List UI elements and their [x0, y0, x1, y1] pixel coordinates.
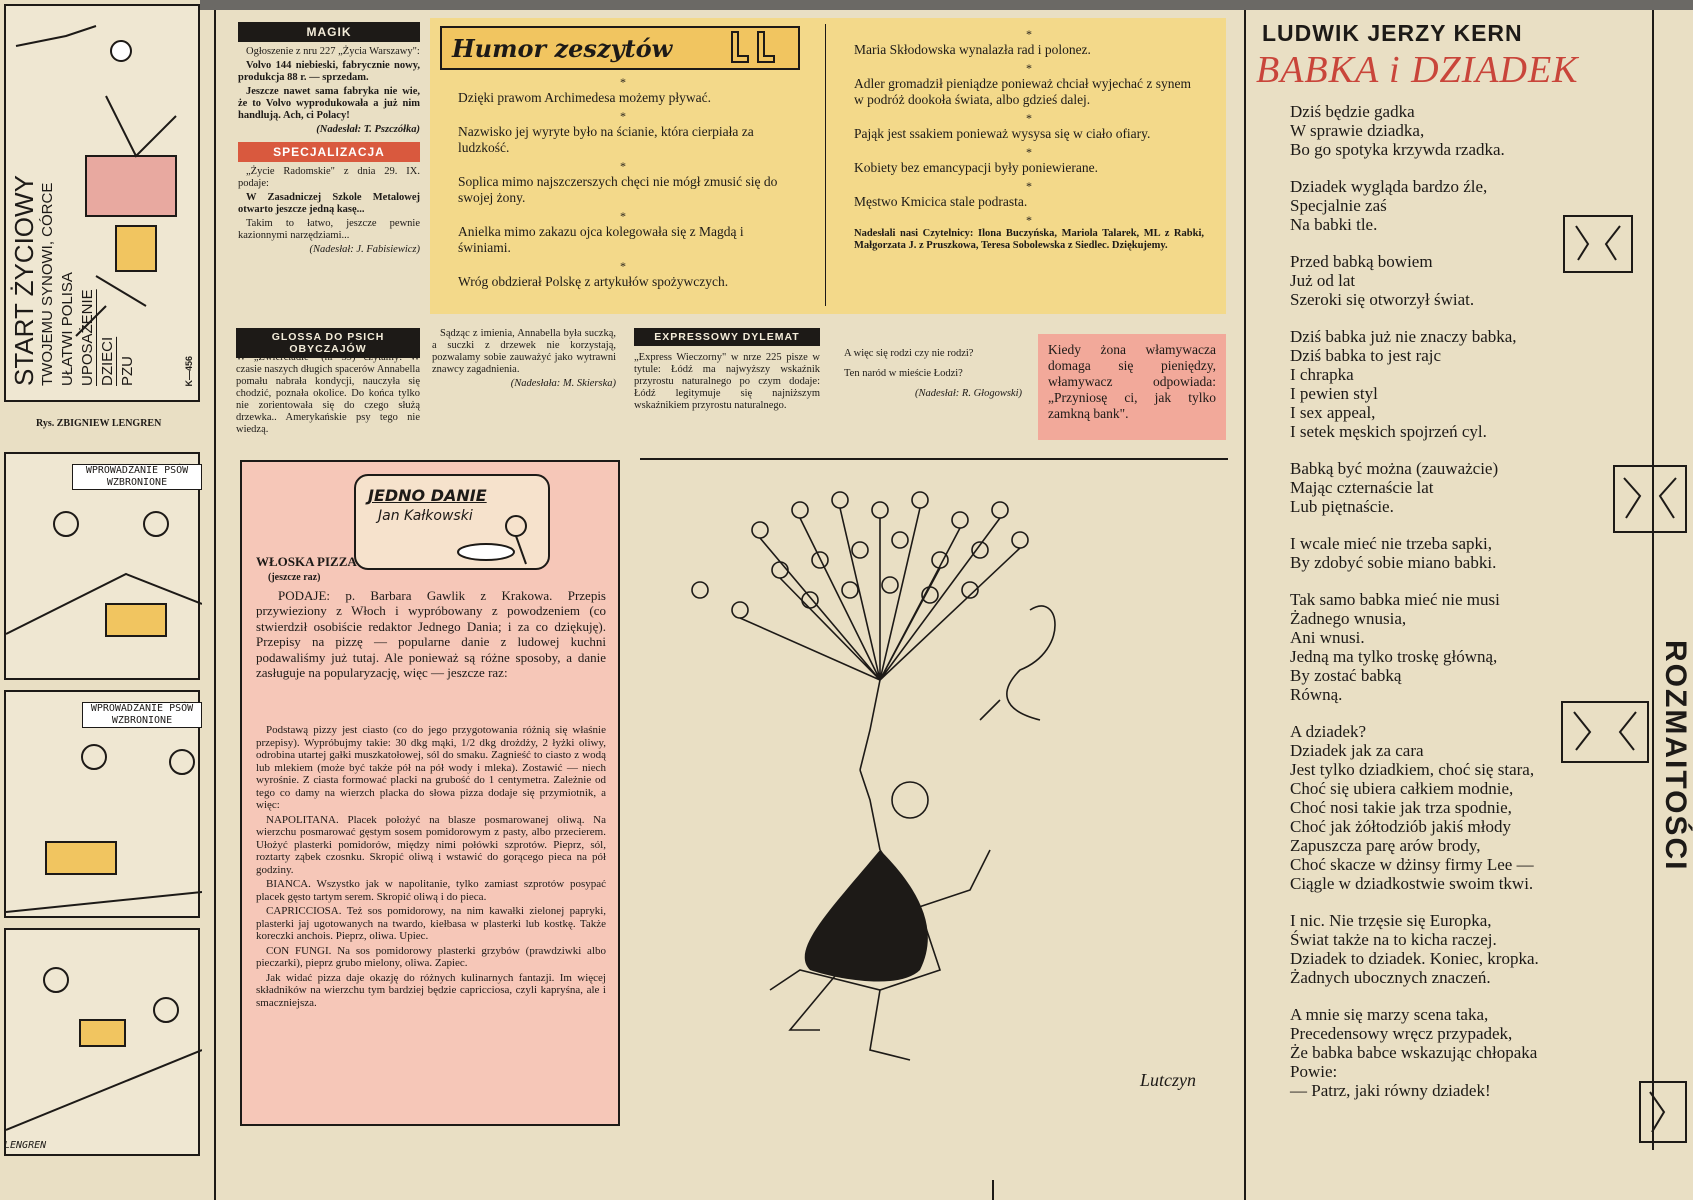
star-8: * — [1026, 111, 1032, 125]
guard-inspecting-box-drawing — [6, 692, 202, 920]
humor-item-8: Pająk jest ssakiem ponieważ wysysa się w ciało ofiary. — [854, 126, 1151, 141]
right-edge-rule — [1652, 10, 1654, 1150]
slogan-line-4: UPOSAŻENIE — [79, 289, 96, 386]
humor-item-9: Kobiety bez emancypacji były poniewierane. — [854, 160, 1099, 175]
star-7: * — [1026, 61, 1032, 75]
stanza-9: I nic. Nie trzęsie się Europka, Świat także na to kicha raczej. Dziadek to dziadek. Koniec, kropka. Żadnych ubocznych znaczeń. — [1290, 911, 1539, 987]
illustration-signature: Lutczyn — [1140, 1070, 1196, 1090]
star-3: * — [620, 159, 626, 173]
magik-header: MAGIK — [238, 22, 420, 42]
star-4: * — [620, 209, 626, 223]
humor-item-3: Soplica mimo najszczerszych chęci nie mógł zmusić się do swojej żony. — [458, 174, 778, 205]
comic-signature: LENGREN — [4, 1140, 47, 1151]
magik-text — [238, 46, 420, 136]
slogan-line-2: TWOJEMU SYNOWI, CÓRCE — [39, 182, 56, 386]
star-9: * — [1026, 145, 1032, 159]
humor-title-badge — [440, 26, 800, 70]
pizza-title: WŁOSKA PIZZA — [256, 554, 357, 569]
pizza-lead: PODAJE: p. Barbara Gawlik z Krakowa. Przepis przywieziony z Włoch i wypróbowany z powodzeniem (co stwierdził osobiście redaktor Jednego Dania; i za co dziękuję). Przepisy na pizzę — popularne danie z ludowej kuchni podawaliśmy już tutaj. Ale ponieważ są różne sposoby, a danie zasługuje na popularyzację, więc — jeszcze raz: — [256, 588, 606, 681]
badge-author: Jan Kałkowski — [378, 508, 473, 524]
stanza-4: Dziś babka już nie znaczy babka, Dziś babka to jest rajc I chrapka I pewien styl I sex appeal, I setek męskich spojrzeń cyl. — [1290, 327, 1517, 441]
faces-doodle-4 — [1636, 1078, 1693, 1148]
recipe-p2: NAPOLITANA. Placek położyć na blasze posmarowanej oliwą. Na wierzchu posmarować gęstym sosem pomidorowym z pasty, albo przecierem. Ułożyć plasterki pomidorów, między nimi połówki szprotów. Pieprz, sól, roztarty ząbek czosnku. Skropić oliwą i wstawić do gorącego pieca na pół godziny. — [256, 813, 606, 876]
recipe-p1: Podstawą pizzy jest ciasto (co do jego przygotowania różnią się właśnie przepisy). Wypróbujmy takie: 30 dkg mąki, 1/2 dkg drożdży, 2 łyżki oliwy, odrobina utartej gałki muszkatołowej, sól do smaku. Zagnieść to ciasto z wodą lub mlekiem (może być także pół na pół wody i mleka). Zostawić — niech wyrośnie. Z ciasta formować placki na grubość do 1 centymetra. Zależnie od tego co damy na wierzch placka do słowa pizza dodaje się przymiotnik, a więc: — [256, 724, 606, 811]
slogan-line-5: DZIECI — [99, 336, 116, 386]
stanza-7: Tak samo babka mieć nie musi Żadnego wnusia, Ani wnusi. Jedną ma tylko troskę główną, By zostać babką Równą. — [1290, 590, 1500, 704]
dylemat-section — [634, 328, 1022, 411]
recipe-p4: CAPRICCIOSA. Też sos pomidorowy, na nim kawałki zielonej papryki, plasterki jaj ugotowanych na twardo, kiełbasa w plasterki lub kostkę. Także koreczki anchois. Pieprz, oliwa. Upiec. — [256, 905, 606, 942]
star-11: * — [1026, 213, 1032, 227]
spec-p3: Takim to łatwo, jeszcze pewnie kazionnymi narzędziami... — [238, 218, 420, 241]
spec-credit: (Nadesłał: J. Fabisiewicz) — [309, 244, 420, 255]
boots-icon — [722, 28, 792, 72]
slogan-line-3: UŁATWI POLISA — [59, 272, 76, 386]
dylemat-credit: (Nadesłał: R. Głogowski) — [914, 388, 1022, 399]
jedno-danie-box — [240, 460, 620, 1126]
glossa-credit: (Nadesłała: M. Skierska) — [510, 378, 616, 389]
faces-doodle-1 — [1562, 214, 1634, 274]
humor-title: Humor zeszytów — [452, 34, 673, 63]
glossa-header: GLOSSA DO PSICH OBYCZAJÓW — [236, 328, 420, 358]
dylemat-verse-2: Ten naród w mieście Łodzi? — [844, 368, 963, 379]
strip-divider — [214, 10, 216, 1200]
recipe-p5: CON FUNGI. Na sos pomidorowy plasterki grzybów (prawdziwki albo pieczarki), pieprz grubo mielony, oliwa. Zapiec. — [256, 944, 606, 969]
humor-item-10: Męstwo Kmicica stale podrasta. — [854, 194, 1028, 209]
humor-item-4: Anielka mimo zakazu ojca kolegowała się z Magdą i świniami. — [458, 224, 744, 255]
humor-item-7: Adler gromadził pieniądze ponieważ chciał wyjechać z synem w podróż dookoła świata, albo gdzieś dalej. — [854, 76, 1191, 107]
magik-p3: Jeszcze nawet sama fabryka nie wie, że to Volvo wyprodukowała a już nim handlują. Ach, ci Polacy! — [238, 86, 420, 121]
dylemat-header: EXPRESSOWY DYLEMAT — [634, 328, 820, 346]
stanza-2: Dziadek wygląda bardzo źle, Specjalnie zaś Na babki tle. — [1290, 177, 1488, 234]
dylemat-col-2 — [836, 348, 1022, 402]
slogan-line-1: START ŻYCIOWY — [9, 175, 39, 386]
sign-2: WPROWADZANIE PSÓW WZBRONIONE — [82, 702, 202, 728]
comic-panel-1 — [4, 452, 200, 680]
stanza-8: A dziadek? Dziadek jak za cara Jest tylko dziadkiem, choć się stara, Choć się ubiera całkiem modnie, Choć nosi takie jak trza spodnie, Choć jak żółtodziób jakiś młody Zapuszcza parę arów brody, Choć skacze w dżinsy firmy Lee — Ciągle w dziadkostwie swoim tkwi. — [1290, 722, 1535, 893]
balloon-flowers-illustration — [640, 470, 1230, 1110]
pink-joke-box — [1038, 334, 1226, 440]
guard-and-dog-walker-drawing — [6, 454, 202, 682]
left-strip — [0, 0, 210, 1200]
humor-col-divider — [825, 24, 826, 306]
pizza-subtitle: (jeszcze raz) — [268, 572, 321, 583]
pink-joke-text: Kiedy żona włamywacza domaga się pieniędzy, włamywacz odpowiada: „Przyniosę ci, jak tylko zamkną bank". — [1048, 342, 1216, 421]
magik-p1: Ogłoszenie z nru 227 „Życia Warszawy": — [246, 46, 420, 57]
glossa-col-1: W „Zwierciadle" (nr 39) czytamy: W czasie naszych długich spacerów Annabella pomału nabrała kondycji, nauczyła się chodzić, poznała okolice. Do końca tylko nie zorientowała się do czego służą drzewka.. Amerykańskie psy tego nie wiedzą. — [236, 352, 420, 435]
pizza-recipe — [256, 724, 606, 1011]
stanza-3: Przed babką bowiem Już od lat Szeroki się otworzył świat. — [1290, 252, 1475, 309]
poem-divider — [1244, 10, 1246, 1200]
recipe-p3: BIANCA. Wszystko jak w napolitanie, tylko zamiast szprotów posypać placek gęsto tartym serem. Skropić oliwą i do pieca. — [256, 878, 606, 903]
dylemat-col-1: „Express Wieczorny" w nrze 225 pisze w tytule: Łódź ma najwyższy wskaźnik przyrostu naturalnego po czym dodaje: Łódź legitymuje się najniższym wskaźnikiem przyrostu naturalnego. — [634, 352, 820, 411]
humor-left-col — [458, 72, 788, 290]
poem-author: LUDWIK JERZY KERN — [1262, 20, 1523, 46]
chef-dining-icon — [446, 512, 550, 568]
section-vertical-title: ROZMAITOŚCI — [1659, 640, 1692, 872]
humor-item-1: Dzięki prawom Archimedesa możemy pływać. — [458, 90, 712, 105]
glossa-col-2 — [432, 328, 616, 392]
humor-item-6: Maria Skłodowska wynalazła rad i polonez. — [854, 42, 1091, 57]
sign-1: WPROWADZANIE PSÓW WZBRONIONE — [72, 464, 202, 490]
pzu-cartoon-panel — [4, 4, 200, 402]
star-6: * — [1026, 27, 1032, 41]
star-2: * — [620, 109, 626, 123]
ad-code: K—456 — [184, 356, 194, 387]
humor-item-5: Wróg obdzierał Polskę z artykułów spożywczych. — [458, 274, 729, 289]
stanza-6: I wcale mieć nie trzeba sapki, By zdobyć sobie miano babki. — [1290, 534, 1497, 572]
stanza-1: Dziś będzie gadka W sprawie dziadka, Bo go spotyka krzywda rzadka. — [1290, 102, 1505, 159]
faces-doodle-3 — [1560, 700, 1650, 764]
stanza-5: Babką być można (zauważcie) Mając czternaście lat Lub piętnaście. — [1290, 459, 1499, 516]
illustration-top-rule — [640, 458, 1228, 460]
magik-column — [238, 22, 420, 258]
cartoon-credit: Rys. ZBIGNIEW LENGREN — [36, 418, 162, 429]
star-5: * — [620, 259, 626, 273]
humor-item-2: Nazwisko jej wyryte było na ścianie, która cierpiała za ludzkość. — [458, 124, 754, 155]
comic-panel-3 — [4, 928, 200, 1156]
spec-p1: „Życie Radomskie" z dnia 29. IX. podaje: — [238, 166, 420, 189]
pzu-slogan — [9, 126, 136, 386]
stanza-10: A mnie się marzy scena taka, Precedensowy wręcz przypadek, Że babka babce wskazując chłopaka Powie: — Patrz, jaki równy dziadek! — [1290, 1005, 1538, 1100]
specjalizacja-text — [238, 166, 420, 256]
man-leaving-drawing — [6, 930, 202, 1158]
comic-panel-2 — [4, 690, 200, 918]
specjalizacja-header: SPECJALIZACJA — [238, 142, 420, 162]
badge-title: JEDNO DANIE — [368, 486, 487, 505]
jedno-danie-badge — [354, 474, 550, 570]
glossa-section — [236, 328, 616, 435]
magik-credit: (Nadesłał: T. Pszczółka) — [316, 124, 420, 135]
top-edge-bar — [200, 0, 1693, 10]
humor-right-col — [854, 24, 1204, 252]
humor-credits: Nadesłali nasi Czytelnicy: Ilona Buczyńska, Mariola Talarek, ML z Rabki, Małgorzata J. z Pruszkowa, Teresa Sobolewska z Siedlec. Dziękujemy. — [854, 228, 1204, 251]
star-10: * — [1026, 179, 1032, 193]
spec-p2: W Zasadniczej Szkole Metalowej otwarto jeszcze jedną kasę... — [238, 192, 420, 215]
glossa-col-2-text: Sądząc z imienia, Annabella była suczką, a suczki z drzewek nie korzystają, pozwalamy sobie zauważyć jako wytrawni znawcy zagadnienia. — [432, 328, 616, 375]
poem-title: BABKA i DZIADEK — [1256, 49, 1579, 91]
magik-p2: Volvo 144 niebieski, fabrycznie nowy, produkcja 88 r. — sprzedam. — [238, 60, 420, 83]
faces-doodle-2 — [1612, 464, 1688, 534]
slogan-line-6: PZU — [119, 356, 136, 386]
dylemat-verse-1: A więc się rodzi czy nie rodzi? — [844, 348, 974, 359]
recipe-p6: Jak widać pizza daje okazję do różnych kulinarnych fantazji. Im więcej składników na wierzchu tym bardziej będzie capricciosa, czyli kapryśna, ale i smaczniejsza. — [256, 971, 606, 1009]
humor-box — [430, 18, 1226, 314]
illustration-bottom-mark — [992, 1180, 994, 1200]
star-1: * — [620, 75, 626, 89]
